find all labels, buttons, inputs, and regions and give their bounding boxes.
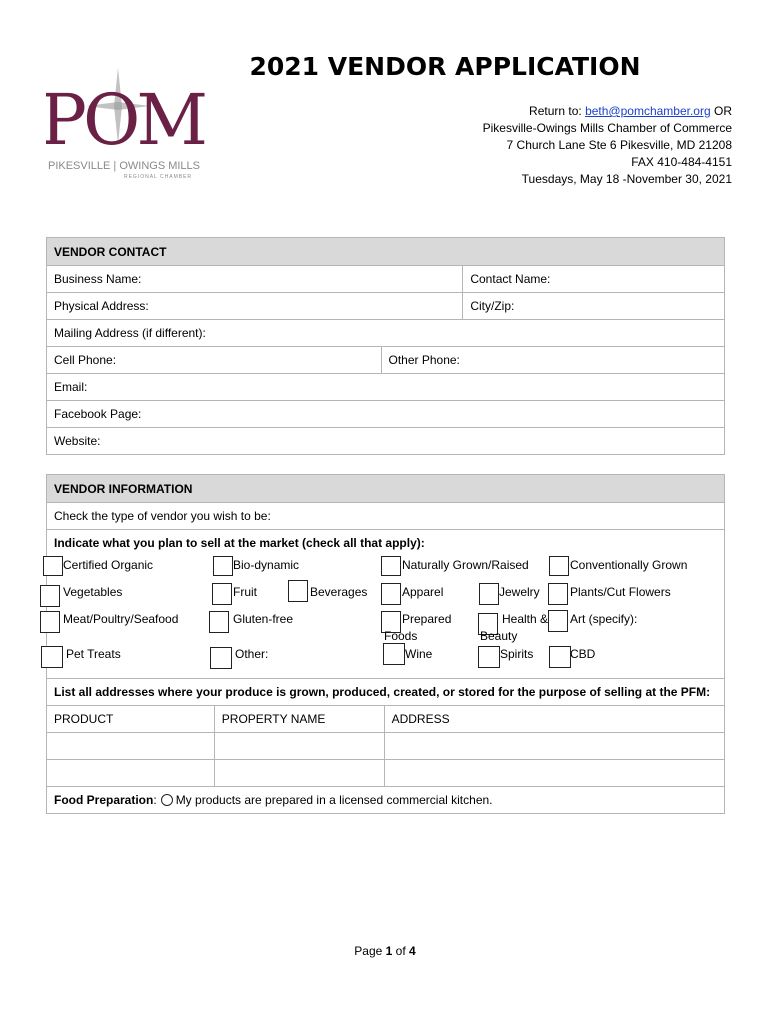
beverages-label: Beverages — [310, 585, 368, 599]
page-total: 4 — [409, 944, 416, 958]
logo-line1: PIKESVILLE | OWINGS MILLS — [47, 160, 201, 172]
plants-label: Plants/Cut Flowers — [570, 585, 671, 599]
fruit-label: Fruit — [233, 585, 257, 599]
of-word: of — [392, 944, 410, 958]
jewelry-label: Jewelry — [499, 585, 540, 599]
address-cell[interactable] — [384, 760, 724, 787]
col-header-address: ADDRESS — [384, 706, 724, 733]
food-prep-text: My products are prepared in a licensed commercial kitchen. — [175, 793, 493, 807]
vegetables-label: Vegetables — [63, 585, 123, 599]
table-row — [47, 733, 725, 760]
pom-logo — [46, 66, 206, 181]
vendor-contact-table — [46, 237, 725, 455]
org-fax: FAX 410-484-4151 — [631, 155, 732, 169]
jewelry-checkbox[interactable] — [479, 583, 499, 605]
other-phone-field[interactable]: Other Phone: — [381, 347, 725, 374]
pet-treats-checkbox[interactable] — [41, 646, 63, 668]
facebook-field[interactable]: Facebook Page: — [47, 401, 725, 428]
apparel-label: Apparel — [402, 585, 444, 599]
vegetables-checkbox[interactable] — [40, 585, 60, 607]
wine-label: Wine — [405, 647, 433, 661]
page-footer — [0, 944, 770, 958]
cell-phone-field[interactable]: Cell Phone: — [47, 347, 382, 374]
physical-address-field[interactable]: Physical Address: — [47, 293, 463, 320]
address-cell[interactable] — [384, 733, 724, 760]
other-checkbox[interactable] — [210, 647, 232, 669]
other-label: Other: — [235, 647, 269, 661]
website-field[interactable]: Website: — [47, 428, 725, 455]
health-label: Health & — [502, 612, 549, 626]
conventionally-grown-checkbox[interactable] — [549, 556, 569, 576]
gluten-free-checkbox[interactable] — [209, 611, 229, 633]
cbd-label: CBD — [570, 647, 596, 661]
gluten-free-label: Gluten-free — [233, 612, 294, 626]
col-header-product: PRODUCT — [47, 706, 215, 733]
naturally-grown-checkbox[interactable] — [381, 556, 401, 576]
meat-label: Meat/Poultry/Seafood — [63, 612, 179, 626]
food-prep-row — [47, 787, 725, 814]
conventionally-grown-label: Conventionally Grown — [570, 558, 688, 572]
sell-prompt: Indicate what you plan to sell at the market (check all that apply): — [47, 530, 725, 679]
property-cell[interactable] — [214, 760, 384, 787]
beverages-checkbox[interactable] — [288, 580, 308, 602]
org-name: Pikesville-Owings Mills Chamber of Commerce — [482, 121, 732, 135]
product-cell[interactable] — [47, 760, 215, 787]
prepared-label: Prepared — [402, 612, 452, 626]
vendor-contact-heading: VENDOR CONTACT — [47, 238, 725, 266]
certified-organic-label: Certified Organic — [63, 558, 154, 572]
logo-letters: POM — [46, 79, 205, 161]
return-suffix: OR — [710, 104, 732, 118]
food-prep-colon: : — [153, 793, 157, 807]
cbd-checkbox[interactable] — [549, 646, 571, 668]
table-row — [47, 760, 725, 787]
pet-treats-label: Pet Treats — [66, 647, 121, 661]
logo-line2: REGIONAL CHAMBER — [123, 174, 193, 180]
plants-checkbox[interactable] — [548, 583, 568, 605]
page-word: Page — [354, 944, 386, 958]
foods-label: Foods — [384, 629, 418, 643]
page-title: 2021 VENDOR APPLICATION — [249, 52, 641, 81]
food-prep-label: Food Preparation — [54, 793, 154, 807]
pom-logo-graphic — [46, 66, 206, 181]
spirits-checkbox[interactable] — [478, 646, 500, 668]
art-checkbox[interactable] — [548, 610, 568, 632]
mailing-address-field[interactable]: Mailing Address (if different): — [47, 320, 725, 347]
biodynamic-checkbox[interactable] — [213, 556, 233, 576]
email-field[interactable]: Email: — [47, 374, 725, 401]
beauty-label: Beauty — [480, 629, 518, 643]
business-name-field[interactable]: Business Name: — [47, 266, 463, 293]
property-cell[interactable] — [214, 733, 384, 760]
vendor-info-heading: VENDOR INFORMATION — [47, 475, 725, 503]
return-email-link[interactable]: beth@pomchamber.org — [585, 104, 711, 118]
product-cell[interactable] — [47, 733, 215, 760]
vendor-type-prompt: Check the type of vendor you wish to be: — [47, 503, 725, 530]
food-prep-radio[interactable] — [161, 794, 173, 806]
wine-checkbox[interactable] — [383, 643, 405, 665]
city-zip-field[interactable]: City/Zip: — [463, 293, 725, 320]
biodynamic-label: Bio-dynamic — [233, 558, 300, 572]
apparel-checkbox[interactable] — [381, 583, 401, 605]
return-line — [529, 103, 732, 120]
market-dates: Tuesdays, May 18 -November 30, 2021 — [521, 172, 732, 186]
addresses-prompt: List all addresses where your produce is grown, produced, created, or stored for the purpose of selling at the PFM: — [47, 679, 725, 706]
return-prefix: Return to: — [529, 104, 586, 118]
org-address: 7 Church Lane Ste 6 Pikesville, MD 21208 — [506, 138, 732, 152]
contact-name-field[interactable]: Contact Name: — [463, 266, 725, 293]
meat-checkbox[interactable] — [40, 611, 60, 633]
fruit-checkbox[interactable] — [212, 583, 232, 605]
naturally-grown-label: Naturally Grown/Raised — [402, 558, 529, 572]
col-header-property-name: PROPERTY NAME — [214, 706, 384, 733]
art-label: Art (specify): — [570, 612, 638, 626]
spirits-label: Spirits — [500, 647, 534, 661]
page-number: 1 — [385, 944, 393, 958]
certified-organic-checkbox[interactable] — [43, 556, 63, 576]
